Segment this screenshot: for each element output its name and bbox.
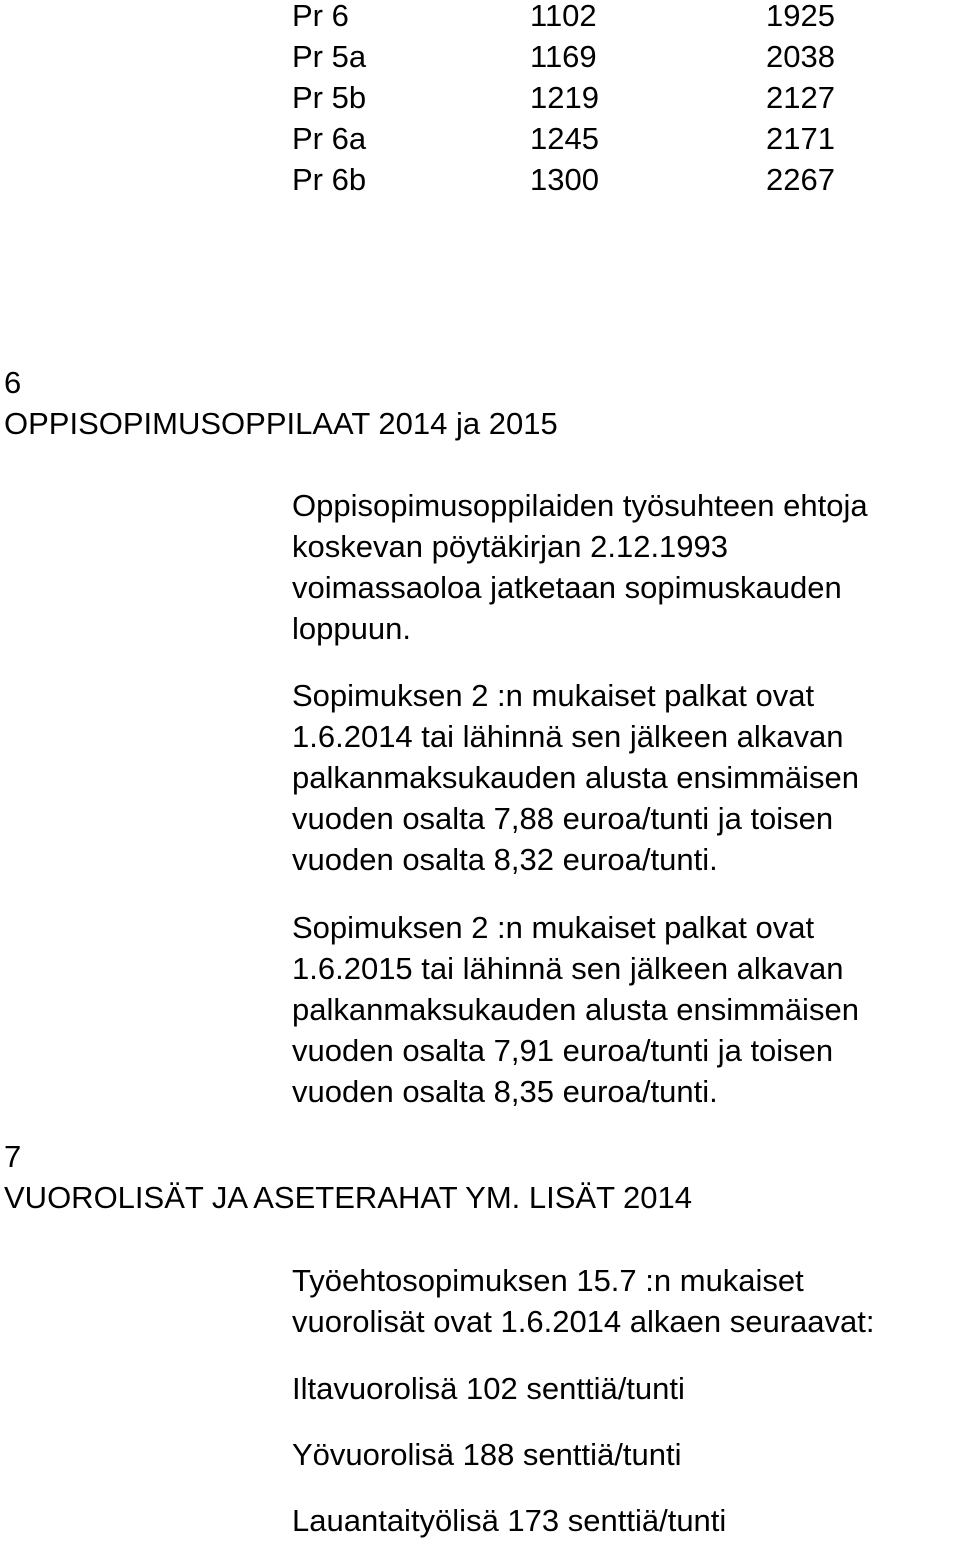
pay-table xyxy=(0,0,960,200)
pay-grade: Pr 6a xyxy=(292,121,367,156)
pay-grade: Pr 6b xyxy=(292,162,367,197)
list-item: Yövuorolisä 188 senttiä/tunti xyxy=(292,1437,682,1472)
pay-value-1: 1245 xyxy=(530,121,599,156)
paragraph-line: 1.6.2014 tai lähinnä sen jälkeen alkavan xyxy=(292,719,844,754)
pay-value-1: 1219 xyxy=(530,80,599,115)
pay-value-2: 2267 xyxy=(766,162,835,197)
paragraph-line: vuorolisät ovat 1.6.2014 alkaen seuraavat: xyxy=(292,1304,875,1339)
paragraph-line: 1.6.2015 tai lähinnä sen jälkeen alkavan xyxy=(292,951,844,986)
paragraph-line: Oppisopimusoppilaiden työsuhteen ehtoja xyxy=(292,488,868,523)
paragraph-line: vuoden osalta 8,35 euroa/tunti. xyxy=(292,1074,718,1109)
pay-value-1: 1300 xyxy=(530,162,599,197)
section-6-paragraph-2 xyxy=(292,675,957,880)
pay-grade: Pr 5b xyxy=(292,80,367,115)
pay-value-2: 2171 xyxy=(766,121,835,156)
pay-value-2: 2127 xyxy=(766,80,835,115)
paragraph-line: voimassaoloa jatketaan sopimuskauden xyxy=(292,570,842,605)
paragraph-line: vuoden osalta 7,91 euroa/tunti ja toisen xyxy=(292,1033,834,1068)
table-row xyxy=(0,159,960,200)
table-row xyxy=(0,118,960,159)
table-row xyxy=(0,36,960,77)
paragraph-line: Työehtosopimuksen 15.7 :n mukaiset xyxy=(292,1263,804,1298)
pay-value-2: 1925 xyxy=(766,0,835,33)
section-7-number: 7 xyxy=(4,1139,22,1174)
pay-value-1: 1169 xyxy=(530,39,597,74)
table-row xyxy=(0,0,960,36)
paragraph-line: palkanmaksukauden alusta ensimmäisen xyxy=(292,760,859,795)
paragraph-line: vuoden osalta 8,32 euroa/tunti. xyxy=(292,842,718,877)
section-7-intro xyxy=(292,1260,957,1342)
list-item: Lauantaityölisä 173 senttiä/tunti xyxy=(292,1503,727,1538)
pay-value-1: 1102 xyxy=(530,0,597,33)
paragraph-line: koskevan pöytäkirjan 2.12.1993 xyxy=(292,529,729,564)
paragraph-line: palkanmaksukauden alusta ensimmäisen xyxy=(292,992,859,1027)
pay-grade: Pr 5a xyxy=(292,39,367,74)
pay-grade: Pr 6 xyxy=(292,0,349,33)
pay-value-2: 2038 xyxy=(766,39,835,74)
paragraph-line: vuoden osalta 7,88 euroa/tunti ja toisen xyxy=(292,801,834,836)
section-6-title: OPPISOPIMUSOPPILAAT 2014 ja 2015 xyxy=(4,406,558,441)
table-row xyxy=(0,77,960,118)
list-item: Iltavuorolisä 102 senttiä/tunti xyxy=(292,1371,685,1406)
section-7-title: VUOROLISÄT JA ASETERAHAT YM. LISÄT 2014 xyxy=(4,1180,693,1215)
section-6-paragraph-1 xyxy=(292,485,957,649)
paragraph-line: loppuun. xyxy=(292,611,411,646)
section-6-paragraph-3 xyxy=(292,907,957,1112)
paragraph-line: Sopimuksen 2 :n mukaiset palkat ovat xyxy=(292,678,815,713)
section-6-number: 6 xyxy=(4,365,22,400)
paragraph-line: Sopimuksen 2 :n mukaiset palkat ovat xyxy=(292,910,815,945)
